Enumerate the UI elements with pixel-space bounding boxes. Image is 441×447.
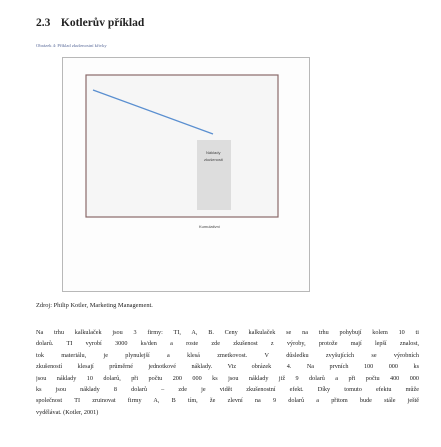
fragment-label-3: Kumulativní bbox=[199, 224, 220, 229]
paragraph-line: ks jsou náklady 8 dolarů – zde je vidět zkušenostní efekt. Díky tomuto efektu může bbox=[36, 386, 419, 394]
section-number: 2.3 bbox=[36, 17, 51, 29]
figure-image bbox=[62, 57, 310, 292]
experience-curve-figure bbox=[63, 58, 309, 291]
section-title: Kotlerův příklad bbox=[60, 17, 145, 29]
paragraph-line: tok materiálu, je plynulejší a klesá zmetkovost. V důsledku zvyšujících se výrobních bbox=[36, 351, 419, 359]
section-heading bbox=[36, 17, 144, 29]
fragment-label-1: Náklady bbox=[206, 150, 221, 155]
paragraph-line: vydělávat. (Kotler, 2001) bbox=[36, 408, 99, 416]
body-paragraph bbox=[36, 327, 419, 418]
paragraph-line: Na trhu kalkulaček jsou 3 firmy: TI, A, B. Ceny kalkulaček se na trhu pohybují kolem 10 ti bbox=[36, 329, 419, 336]
paragraph-line: společnost TI zruinovat firmy A, B tím, že zlevní na 9 dolarů a přitom bude stále ještě bbox=[36, 397, 419, 405]
paragraph-line: zkušeností klesají průměrné jednotkové náklady. Viz obrázek 4. Na prvních 100 000 ks bbox=[36, 363, 419, 371]
paragraph-line: dolarů. TI vyrobí 3000 ks/den a roste zde zkušenost z výroby, protože mají lepší znalost, bbox=[36, 340, 419, 348]
figure-source: Zdroj: Philip Kotler, Marketing Management. bbox=[36, 302, 153, 309]
figure-caption: Obrázek 4: Příklad zkušenostní křivky bbox=[36, 43, 107, 48]
paragraph-line: jsou náklady 10 dolarů, při počtu 200 000 ks jsou náklady již 9 dolarů a při počtu 400 000 bbox=[36, 374, 419, 382]
fragment-label-2: zkušenosti bbox=[204, 157, 223, 162]
plot-area bbox=[86, 75, 278, 217]
